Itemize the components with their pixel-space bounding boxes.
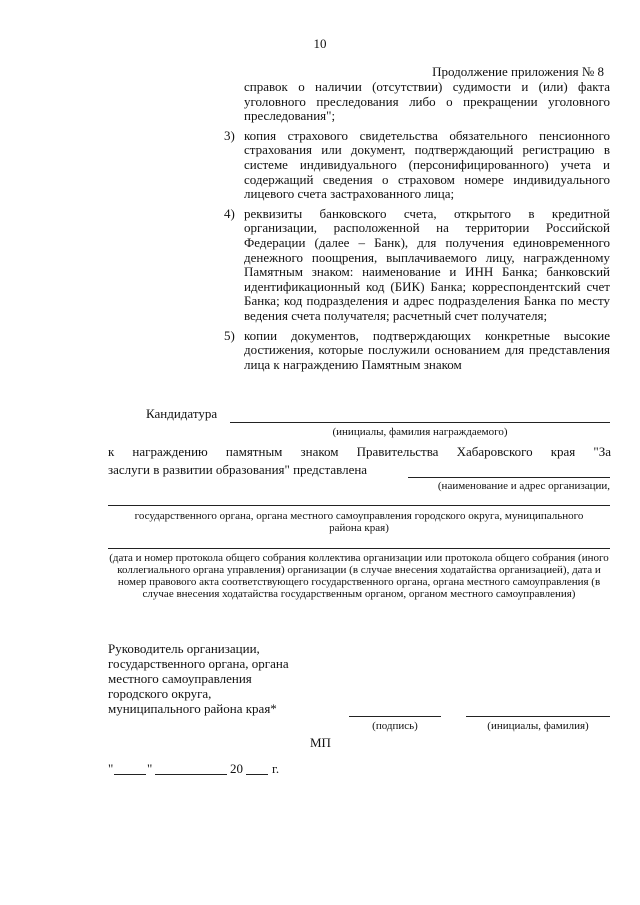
signature-caption: (подпись) bbox=[372, 720, 418, 732]
award-text-line2: заслуги в развитии образования" представлена bbox=[108, 462, 368, 477]
seal-label: МП bbox=[310, 735, 331, 750]
candidate-label: Кандидатура bbox=[146, 406, 218, 421]
date-year-prefix: 20 bbox=[230, 761, 243, 776]
organization-caption: (наименование и адрес организации, bbox=[437, 480, 610, 492]
organization-caption-2: государственного органа, органа местного самоуправления городского округа, муниципального района края) bbox=[134, 510, 584, 534]
protocol-caption: (дата и номер протокола общего собрания коллектива организации или протокола общего собрания (иного коллегиального органа управления) организации (в случае внесения ходатайства организацией), дата и номер правового акта соответствующего государственного органа, органа местного самоуправления (в случае внесения ходатайства государственным органом, органом местного самоуправления) bbox=[109, 552, 609, 600]
organization-field-line[interactable] bbox=[408, 477, 610, 478]
list-item-number: 5) bbox=[224, 327, 235, 343]
list-item-text: справок о наличии (отсутствии) судимости и (или) факта уголовного преследования либо о прекращении уголовного преследования"; bbox=[244, 79, 610, 124]
name-caption: (инициалы, фамилия) bbox=[487, 720, 589, 732]
list-item bbox=[226, 129, 610, 202]
award-text-line1: к награждению памятным знаком Правительства Хабаровского края "За bbox=[108, 444, 611, 459]
requirements-list bbox=[226, 80, 610, 377]
candidate-field-line[interactable] bbox=[230, 422, 610, 423]
head-label: Руководитель организации, государственного органа, органа местного самоуправления городского округа, муниципального района края* bbox=[108, 641, 289, 716]
annex-title: Продолжение приложения № 8 bbox=[432, 64, 604, 79]
date-month-field[interactable] bbox=[155, 774, 227, 775]
candidate-caption: (инициалы, фамилия награждаемого) bbox=[332, 426, 508, 438]
list-item-number: 3) bbox=[224, 127, 235, 143]
date-year-field[interactable] bbox=[246, 774, 268, 775]
name-field-line[interactable] bbox=[466, 716, 610, 717]
date-suffix: г. bbox=[272, 761, 280, 776]
list-item bbox=[226, 329, 610, 373]
signature-field-line[interactable] bbox=[349, 716, 441, 717]
list-item-text: копии документов, подтверждающих конкретные высокие достижения, которые послужили основанием для представления лица к награждению Памятным знаком bbox=[244, 327, 610, 372]
list-item bbox=[226, 207, 610, 324]
list-item-text: копия страхового свидетельства обязательного пенсионного страхования или документ, подтверждающий регистрацию в системе индивидуального (персонифицированного) учета и содержащий сведения о страховом номере индивидуального лицевого счета застрахованного лица; bbox=[244, 127, 610, 202]
date-quote-open: " bbox=[108, 761, 114, 776]
protocol-field-line[interactable] bbox=[108, 548, 610, 549]
date-day-field[interactable] bbox=[114, 774, 146, 775]
list-item-text: реквизиты банковского счета, открытого в кредитной организации, расположенной на территории Российской Федерации (далее – Банк), для получения единовременного денежного поощрения, выплачиваемого лицу, награжденному Памятным знаком: наименование и ИНН Банка; банковский идентификационный код (БИК) Банка; корреспондентский счет Банка; код подразделения и адрес подразделения Банка по месту ведения счета получателя; расчетный счет получателя; bbox=[244, 205, 610, 323]
date-quote-close: " bbox=[147, 761, 153, 776]
list-item-number: 4) bbox=[224, 205, 235, 221]
page-number: 10 bbox=[313, 36, 327, 51]
organization-field-line-2[interactable] bbox=[108, 505, 610, 506]
list-item-continuation bbox=[226, 80, 610, 124]
